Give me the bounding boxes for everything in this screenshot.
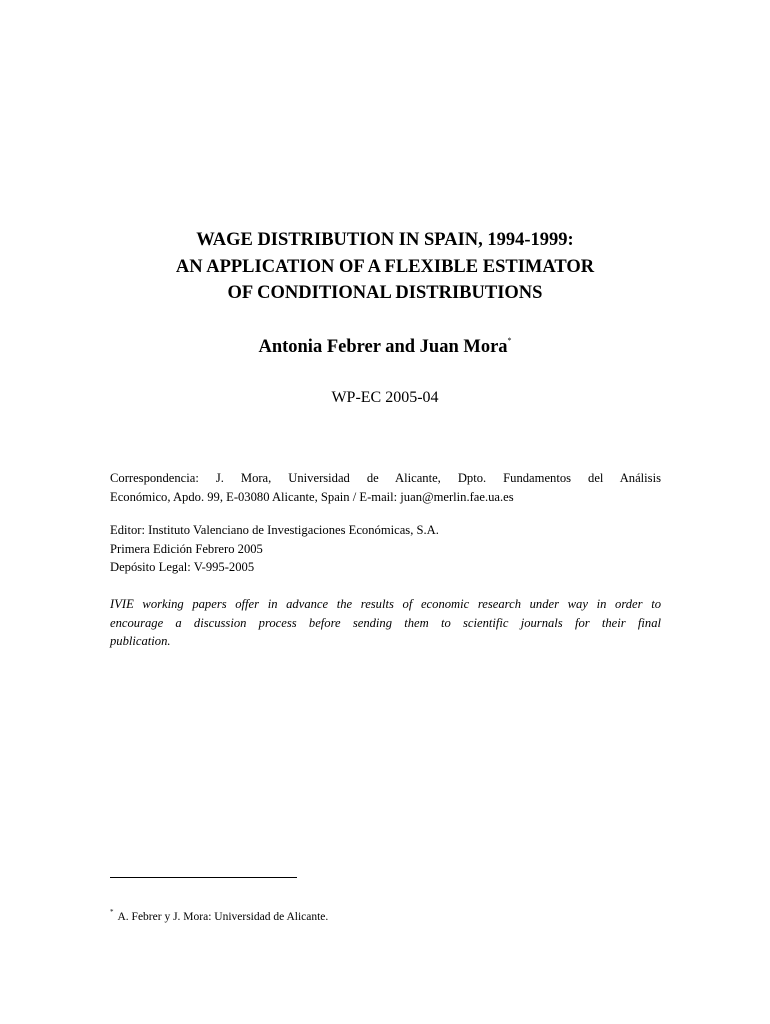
edition-line: Primera Edición Febrero 2005 [110,541,263,556]
title-line-1: WAGE DISTRIBUTION IN SPAIN, 1994-1999: [196,230,574,250]
editor-info [110,521,661,577]
correspondence [110,469,661,506]
footnote [110,909,328,925]
working-paper-number: WP-EC 2005-04 [331,389,439,406]
correspondence-line-2: Económico, Apdo. 99, E-03080 Alicante, Spain / E-mail: juan@merlin.fae.ua.es [110,489,514,504]
author-footnote-mark: * [507,336,512,345]
title-line-3: OF CONDITIONAL DISTRIBUTIONS [227,283,543,303]
title-line-2: AN APPLICATION OF A FLEXIBLE ESTIMATOR [175,256,595,277]
ivie-note-line-2: encourage a discussion process before sending them to scientific journals for their final [110,615,661,630]
authors [0,334,770,360]
footnote-separator [110,877,297,878]
ivie-note-line-1: IVIE working papers offer in advance the results of economic research under way in order to [110,597,661,611]
footnote-text: A. Febrer y J. Mora: Universidad de Alicante. [117,911,329,923]
ivie-note [110,595,661,651]
ivie-note-line-3: publication. [110,634,171,648]
paper-title [0,227,770,307]
correspondence-line-1: Correspondencia: J. Mora, Universidad de Alicante, Dpto. Fundamentos del Análisis [110,471,661,485]
legal-deposit-line: Depósito Legal: V-995-2005 [110,560,255,574]
editor-line: Editor: Instituto Valenciano de Investigaciones Económicas, S.A. [110,523,439,537]
footnote-mark: * [110,908,114,916]
author-names: Antonia Febrer and Juan Mora [258,337,508,357]
